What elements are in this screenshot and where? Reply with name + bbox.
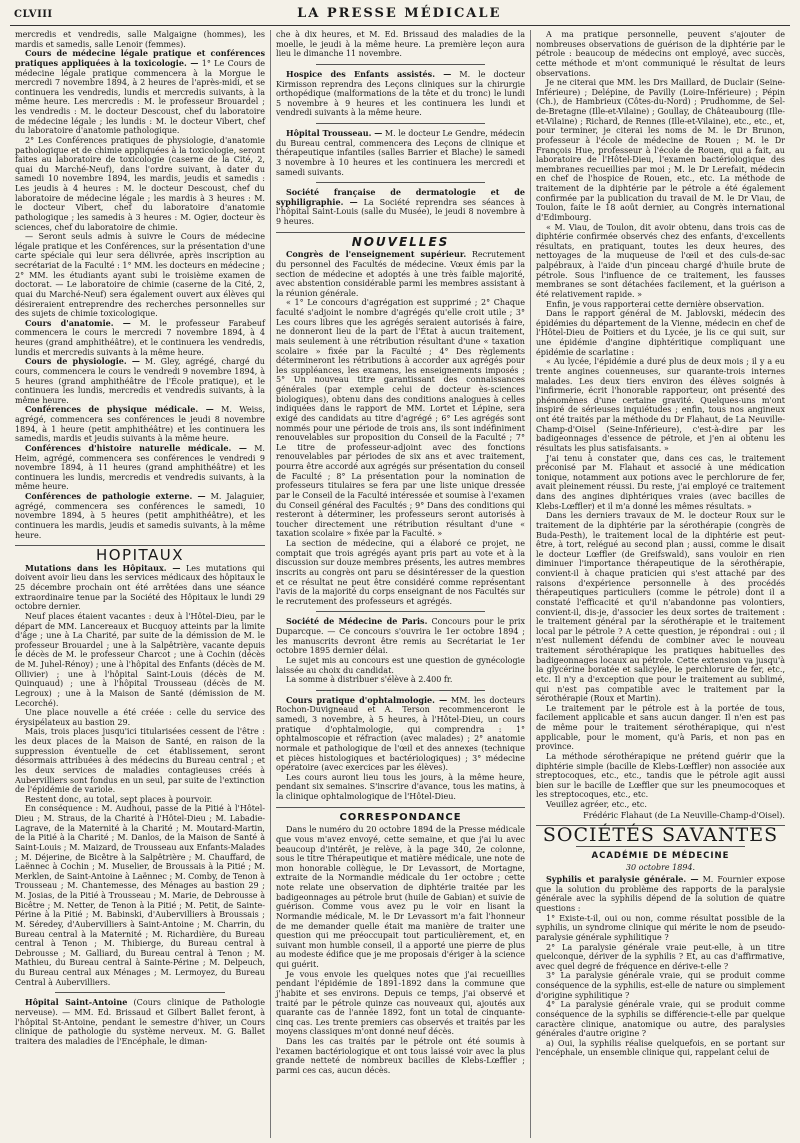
paragraph-heading: Hospice des Enfants assistés. — bbox=[286, 68, 452, 79]
paragraph: mercredis et vendredis, salle Malgaigne (hommes), les mardis et samedis, salle Lenoir (femmes). bbox=[15, 30, 265, 49]
paragraph-heading: Conférences d'histoire naturelle médicale. — bbox=[25, 442, 247, 453]
paragraph: Société de Médecine de Paris. Concours pour le prix Duparcque. — Ce concours s'ouvrira le 1er octobre 1894 ; les manuscrits devront être remis au Secrétariat le 1er octobre 1895 dernier délai. bbox=[276, 616, 526, 656]
paragraph: Veuillez agréer, etc., etc. bbox=[546, 800, 647, 809]
paragraph: Conférences de physique médicale. — M. Weiss, agrégé, commencera ses conférences le jeudi 8 novembre 1894, à 1 heure (petit amphithéâtre) et les continuera les samedis, mardis et jeudis suivants à la même heure. bbox=[15, 404, 265, 444]
paragraph: En conséquence : M. Audhoui, passe de la Pitié à l'Hôtel-Dieu ; M. Straus, de la Charité à l'Hôtel-Dieu ; M. Labadie-Lagrave, de la Maternité à la Charité ; M. Moutard-Martin, de la Pitié à la Charité ; M. Danlos, de la Maison de Santé à Saint-Louis ; M. Maizard, de Trousseau aux Enfants-Malades ; M. Déjerine, de Bicêtre à la Salpêtrière ; M. Chauffard, de Laënnec à Cochin ; M. Muselier, de Broussais à la Pitié ; M. Merklen, de Saint-Antoine à Laënnec ; M. Comby, de Tenon à Trousseau ; M. Chantemesse, des Ménages au bastion 29 ; M. Josias, de la Pitié à Trousseau ; M. Marie, de Debrousse à Bicêtre ; M. Netter, de Tenon à la Pitié ; M. Petit, de Sainte-Périne à la Pitié ; M. Babinski, d'Aubervilliers à Broussais ; M. Séredey, d'Aubervilliers à Saint-Antoine ; M. Charrin, du Bureau central à la Maternité ; M. Richardière, du Bureau central à Tenon ; M. Thibierge, du Bureau central à Debrousse ; M. Galliard, du Bureau central à Tenon ; M. Mathieu, du Bureau central à Sainte-Périne ; M. Delpeuch, du Bureau central aux Ménages ; M. Lermoyez, du Bureau Central à Aubervilliers. bbox=[15, 804, 265, 987]
paragraph-heading: Société de Médecine de Paris. bbox=[286, 616, 428, 627]
paragraph: Mais, trois places jusqu'ici titularisées cessent de l'être : les deux places de la Maison de Santé, en raison de la suppression éventuelle de cet établissement, seront désormais attribuées à des médecins du Bureau central ; et les deux services de maladies contagieuses créés à Aubervilliers sont fondus en un seul, par suite de l'extinction de l'épidémie de variole. bbox=[15, 727, 265, 795]
paragraph: J'ai tenu à constater que, dans ces cas, le traitement préconisé par M. Flahaut et associé à une médication tonique, notamment aux potions avec le perchlorure de fer, avait pleinement réussi. Du reste, j'ai employé ce traitement dans des angines diphtériques vraies (avec bacilles de Klebs-Lœffler) et il m'a donné les mêmes résultats. » bbox=[536, 453, 785, 511]
divider bbox=[55, 992, 225, 993]
paragraph: Dans les cas traités par le pétrole ont été soumis à l'examen bactériologique et ont tous laissé voir avec la plus grande netteté de nombreux bacilles de Klebs-Lœffler ; parmi ces cas, aucun décès. bbox=[276, 1037, 525, 1075]
paragraph: 2° La paralysie générale vraie peut-elle, à un titre quelconque, dériver de la syphilis ? Et, au cas d'affirmative, avec quel degré de fréquence en dérive-t-elle ? bbox=[536, 942, 785, 971]
column-3 bbox=[530, 30, 790, 1138]
paragraph: che à dix heures, et M. Ed. Brissaud des maladies de la moelle, le jeudi à la même heure. La première leçon aura lieu le dimanche 11 novembre. bbox=[276, 30, 525, 59]
divider bbox=[276, 807, 525, 808]
paragraph-heading: Hôpital Trousseau. — bbox=[286, 128, 383, 138]
divider bbox=[276, 232, 525, 233]
divider bbox=[316, 64, 485, 65]
section-title-hopitaux: HOPITAUX bbox=[95, 546, 185, 565]
paragraph: Hôpital Saint-Antoine (Cours clinique de Pathologie nerveuse). — MM. Ed. Brissaud et Gilbert Ballet feront, à l'hôpital St-Antoine, pendant le semestre d'hiver, un Cours clinique de pathologie du système nerveux. M. G. Ballet traitera des maladies de l'Encéphale, le diman- bbox=[15, 997, 265, 1046]
running-head bbox=[10, 6, 790, 26]
paragraph: Hospice des Enfants assistés. — M. le docteur Kirmisson reprendra des Leçons cliniques sur la chirurgie orthopédique (malformations de la tête et du tronc) le lundi 5 novembre à 9 heures et les continuera les lundi et vendredi suivants à la même heure. bbox=[276, 68, 525, 118]
section-title-correspondance: CORRESPONDANCE bbox=[339, 811, 462, 823]
paragraph-heading: Conférences de physique médicale. — bbox=[25, 404, 214, 415]
paragraph-heading: Syphilis et paralysie générale. — bbox=[546, 874, 699, 885]
paragraph: Le sujet mis au concours est une question de gynécologie laissée au choix du candidat. bbox=[276, 655, 525, 675]
paragraph-heading: Société française de dermatologie et de syphiligraphie. — bbox=[276, 187, 525, 207]
divider bbox=[576, 846, 745, 847]
paragraph-heading: Cours de physiologie. — bbox=[25, 356, 140, 367]
paragraph: Cours de médecine légale pratique et conférences pratiques appliquées à la toxicologie. — 1° Le Cours de médecine légale pratique commencera à la Morgue le mercredi 7 novembre 1894, à 2 heures de l'après-midi, et se continuera les vendredis, lundis et mercredis suivants, à la même heure. Les mercredis : M. le professeur Brouardel ; les vendredis : M. le docteur Descoust, chef du laboratoire de médecine légale ; les lundis : M. le docteur Vibert, chef du laboratoire d'anatomie pathologique. bbox=[15, 48, 265, 136]
paragraph-heading: Cours pratique d'ophtalmologie. — bbox=[286, 694, 448, 705]
paragraph: Dans le rapport général de M. Jablovski, médecin des épidémies du département de la Vienne, médecin en chef de l'Hôtel-Dieu de Poitiers et du Lycée, je lis ce qui suit, sur une épidémie d'angine diphtéritique compliquant une épidémie de scarlatine : bbox=[536, 309, 785, 357]
paragraph: Les cours auront lieu tous les jours, à la même heure, pendant six semaines. S'inscrire d'avance, tous les matins, à la clinique ophtalmologique de l'Hôtel-Dieu. bbox=[276, 772, 525, 801]
divider bbox=[316, 123, 485, 124]
paragraph: Restent donc, au total, sept places à pourvoir. bbox=[25, 794, 213, 804]
paragraph: Syphilis et paralysie générale. — M. Fournier expose que la solution du problème des rapports de la paralysie générale avec la syphilis dépend de la solution de quatre questions : bbox=[536, 874, 785, 913]
paragraph: Enfin, je vous rapporterai cette dernière observation. bbox=[546, 299, 765, 309]
paragraph: Dans le numéro du 20 octobre 1894 de la Presse médicale que vous m'avez envoyé, cette semaine, et que j'ai lu avec beaucoup d'intérêt, je relève, à la page 340, 2e colonne, sous le titre Thérapeutique et matière médicale, une note de mon honorable collègue, le Dr Levassort, de Mortagne, extraite de la Normandie médicale du 1er octobre ; cette note relate une observation de diphtérie traitée par les badigeonnages au pétrole brut (huile de Gabian) et suivie de guérison. Comme vous avez pu le voir en lisant la Normandie médicale, M. le Dr Levassort m'a fait l'honneur de me demander quelle était ma manière de traiter une question qui me préoccupait tout particulièrement, et, en suivant mon humble conseil, il a apporté une pierre de plus au modeste édifice que je me proposais d'ériger à la science qui guérit. bbox=[276, 825, 525, 969]
paragraph: 4° La paralysie générale vraie, qui se produit comme conséquence de la syphilis se différencie-t-elle par quelque caractère clinique, anatomique ou autre, des paralysies générales d'autre origine ? bbox=[536, 1000, 785, 1039]
session-date: 30 octobre 1894. bbox=[625, 862, 696, 872]
paragraph: Neuf places étaient vacantes : deux à l'Hôtel-Dieu, par le départ de MM. Lancereaux et Bucquoy atteints par la limite d'âge ; une à La Charité, par suite de la démission de M. le professeur Brouardel ; une à la Salpêtrière, vacante depuis le décès de M. le professeur Charcot ; une à Cochin (décès de M. Juhel-Rénoy) ; une à l'hôpital des Enfants (décès de M. Ollivier) ; une à l'hôpital Saint-Louis (décès de M. Quinquaud) ; une à l'hôpital Trousseau (décès de M. Legroux) ; une à la Maison de Santé (démission de M. Lecorché). bbox=[15, 611, 265, 708]
paragraph: a) Oui, la syphilis réalise quelquefois, en se portant sur l'encéphale, un ensemble clinique qui, rappelant celui de bbox=[536, 1038, 785, 1058]
paragraph: Cours d'anatomie. — M. le professeur Farabeuf commencera le cours le mercredi 7 novembre 1894, à 4 heures (grand amphithéâtre), et le continuera les vendredis, lundis et mercredis suivants à la même heure. bbox=[15, 317, 265, 357]
paragraph: Conférences de pathologie externe. — M. Jalaguier, agrégé, commencera ses conférences le samedi, 10 novembre 1894, à 5 heures (petit amphithéâtre), et les continuera les mardis, jeudis et samedis suivants, à la même heure. bbox=[15, 491, 265, 540]
paragraph-heading: Congrès de l'enseignement supérieur. bbox=[286, 249, 467, 260]
paragraph: 2° Les Conférences pratiques de physiologie, d'anatomie pathologique et de chimie appliquées à la toxicologie, seront faites au laboratoire de toxicologie (caserne de la Cité, 2, quai du Marché-Neuf), dans l'ordre suivant, à dater du samedi 10 novembre 1894, les mardis, jeudis et samedis : Les jeudis à 4 heures : M. le docteur Descoust, chef du laboratoire de médecine légale ; les mardis à 3 heures : M. le docteur Vibert, chef du laboratoire d'anatomie pathologique ; les samedis à 3 heures : M. Ogier, docteur ès sciences, chef du laboratoire de chimie. bbox=[15, 135, 265, 232]
paragraph: Je ne citerai que MM. les Drs Maillard, de Duclair (Seine-Inférieure) ; Delépine, de Pavilly (Loire-Inférieure) ; Pépin (Ch.), de Hambrieux (Côtes-du-Nord) ; Prudhomme, de Sel-de-Bretagne (Ille-et-Vilaine) ; Goullay, de Châteaubourg (Ille-et-Vilaine) ; Richard, de Rennes (Ille-et-Vilaine), etc., etc., et, pour terminer, je citerai les noms de M. le Dr Brunon, professeur à l'école de médecine de Rouen ; M. le Dr François Hue, professeur à l'école de Rouen, qui a fait, au laboratoire de l'Hôtel-Dieu, l'examen bactériologique des membranes recueillies par moi ; M. le Dr Lerefait, médecin en chef de l'hospice de Rouen, etc., etc. La méthode de traitement de la diphtérie par le pétrole a été également confirmée par la publication du travail de M. le Dr Viau, de Toulon, faite le 18 août dernier, au Congrès international d'Edimbourg. bbox=[536, 78, 785, 222]
section-title-nouvelles: NOUVELLES bbox=[351, 234, 450, 249]
subsection-title-academie: ACADÉMIE DE MÉDECINE bbox=[591, 850, 730, 861]
paragraph: Hôpital Trousseau. — M. le docteur Le Gendre, médecin du Bureau central, commencera des Leçons de clinique et thérapeutique infantiles (salles Barrier et Blache) le samedi 3 novembre à 10 heures et les continuera les mercredi et samedi suivants. bbox=[276, 128, 525, 177]
paragraph: Société française de dermatologie et de syphiligraphie. — La Société reprendra ses séances à l'hôpital Saint-Louis (salle du Musée), le jeudi 8 novembre à 9 heures. bbox=[276, 187, 525, 226]
section-title-societes-savantes: SOCIÉTÉS SAVANTES bbox=[542, 824, 779, 847]
paragraph: Le traitement par le pétrole est à la portée de tous, facilement applicable et sans aucun danger. Il n'en est pas de même pour le traitement sérothérapique, qui n'est applicable, pour le moment, qu'à Paris, et non pas en province. bbox=[536, 703, 785, 752]
paragraph: Cours pratique d'ophtalmologie. — MM. les docteurs Rochon-Duvigneaud et A. Terson recommenceront le samedi, 3 novembre, à 5 heures, à l'Hôtel-Dieu, un cours pratique d'ophtalmologie, qui comprendra : 1° ophtalmoscopie et réfraction (avec malades) ; 2° anatomie normale et pathologique de l'œil et des annexes (technique et pièces histologiques et bactériologiques) ; 3° médecine opératoire (avec exercices par les élèves). bbox=[276, 694, 525, 773]
paragraph: A ma pratique personnelle, peuvent s'ajouter de nombreuses observations de guérison de la diphtérie par le pétrole : beaucoup de médecins ont employé, avec succès, cette méthode et m'ont communiqué le résultat de leurs observations. bbox=[536, 30, 785, 78]
paragraph-heading: Cours de médecine légale pratique et conférences pratiques appliquées à la toxicologie. — bbox=[15, 48, 265, 68]
paragraph: — Seront seuls admis à suivre le Cours de médecine légale pratique et les Conférences, sur la présentation d'une carte spéciale qui leur sera délivrée, après inscription au secrétariat de la Faculté : 1° MM. les docteurs en médecine ; 2° MM. les étudiants ayant subi le troisième examen de doctorat. — Le laboratoire de chimie (caserne de la Cité, 2, quai du Marché-Neuf) sera également ouvert aux élèves qui désireraient entreprendre des recherches personnelles sur des sujets de chimie toxicologique. bbox=[15, 232, 266, 319]
paragraph: Cours de physiologie. — M. Gley, agrégé, chargé du cours, commencera le cours le vendredi 9 novembre 1894, à 5 heures (grand amphithéâtre de l'École pratique), et le continuera les lundis, mercredis et vendredis suivants, à la même heure. bbox=[15, 356, 265, 405]
page-folio: CLVIII bbox=[14, 9, 53, 20]
divider bbox=[316, 182, 485, 183]
paragraph: Congrès de l'enseignement supérieur. Recrutement du personnel des Facultés de médecine. Vœux émis par la section de médecine et adoptés à une très faible majorité, avec abstention considérable parmi les membres assistant à la réunion générale. bbox=[276, 249, 526, 298]
paragraph: La section de médecine, qui a élaboré ce projet, ne comptait que trois agrégés ayant pris part au vote et à la discussion sur douze membres présents, les autres membres inscrits au congrès ont paru se désintéresser de la question et ce résultat ne peut être considéré comme représentant l'avis de la majorité du corps enseignant de nos Facultés sur le recrutement des professeurs et agrégés. bbox=[276, 539, 525, 606]
paragraph: « 1° Le concours d'agrégation est supprimé ; 2° Chaque faculté s'adjoint le nombre d'agrégés qu'elle croit utile ; 3° Les cours libres que les agrégés seraient autorisés à faire, ne donneront lieu de la part de l'État à aucun traitement, mais seulement à une rétribution résultant d'une « taxation scolaire » fixée par la Faculté ; 4° Des règlements détermineront les rétributions à accorder aux agrégés pour les suppléances, les examens, les enseignements imposés ; 5° Un nouveau titre garantissant des connaissances générales (par exemple celui de docteur ès-sciences biologiques), obtenu dans des conditions analogues à celles indiquées dans le rapport de MM. Lortet et Lépine, sera exigé des candidats au titre d'agrégé ; 6° Les agrégés sont nommés pour une période de trois ans, ils sont indéfiniment renouvelables sur proposition du Conseil de la Faculté ; 7° Le titre de professeur-adjoint avec des fonctions renouvelables par périodes de six ans et avec traitement, pourra être accordé aux agrégés sur présentation du conseil de Faculté ; 8° La présentation pour la nomination de professeurs titulaires se fera par une liste unique dressée par le Conseil de la Faculté intéressée et soumise à l'examen du Conseil général des Facultés ; 9° Dans des conditions qui resteront à déterminer, les professeurs seront autorisés à toucher directement une rétribution résultant d'une « taxation scolaire » fixée par la Faculté. » bbox=[276, 298, 525, 539]
column-2 bbox=[270, 30, 530, 1138]
paragraph: « Au lycée, l'épidémie a duré plus de deux mois ; il y a eu trente angines couenneuses, sur quarante-trois internes malades. Les deux tiers environ des élèves soignés à l'infirmerie, écrit l'honorable rapporteur, ont présenté des phénomènes d'une certaine gravité. Quelques-uns m'ont inspiré de sérieuses inquiétudes ; enfin, tous nos angineux ont été traités par la méthode du Dr Flahaut, de La Neuville-Champ-d'Oisel (Seine-Inférieure), c'est-à-dire par les badigeonnages d'essence de pétrole, et j'en ai obtenu les résultats les plus satisfaisants. » bbox=[536, 357, 785, 453]
paragraph-heading: Conférences de pathologie externe. — bbox=[25, 491, 206, 501]
journal-title: LA PRESSE MÉDICALE bbox=[297, 6, 502, 21]
letter-signature: Frédéric Flahaut (de La Neuville-Champ-d'Oisel). bbox=[583, 810, 785, 820]
paragraph-heading: Cours d'anatomie. — bbox=[25, 317, 131, 328]
divider bbox=[316, 690, 485, 691]
paragraph: Dans les derniers travaux de M. le docteur Roux sur le traitement de la diphtérie par la sérothérapie (congrès de Buda-Pesth), le traitement local de la diphtérie est peut-être, à tort, relégué au second plan ; aussi, comme le disait le docteur Lœffler (de Greifswald), sans vouloir en rien diminuer l'importance thérapeutique de la sérothérapie, convient-il à chaque praticien qui s'est attaché par des raisons d'expérience personnelle à des procédés thérapeutiques particuliers (comme le pétrole) dont il a constaté l'efficacité et qu'il n'abandonne pas volontiers, convient-il, dis-je, d'associer les deux sortes de traitement : le traitement général par la sérothérapie et le traitement local par le pétrole ? A cette question, je répondrai : oui ; il n'est nullement défendu de combiner avec le nouveau traitement sérothérapique les pratiques habituelles des badigeonnages locaux au pétrole. Cette extension va jusqu'à la glycérine boratée et salicylée, le perchlorure de fer, etc., etc. Il n'y a d'exception que pour le traitement au sublimé, qui n'est pas compatible avec le traitement par la sérothérapie (Roux et Martin). bbox=[536, 511, 785, 704]
paragraph: Conférences d'histoire naturelle médicale. — M. Heim, agrégé, commencera ses conférences le vendredi 9 novembre 1894, à 11 heures (grand amphithéâtre) et les continuera les lundis, mercredis et vendredis suivants, à la même heure. bbox=[15, 442, 265, 492]
columns bbox=[10, 30, 790, 1138]
column-1 bbox=[10, 30, 270, 1138]
divider bbox=[316, 611, 485, 612]
paragraph: La méthode sérothérapique ne prétend guérir que la diphtérie simple (bacille de Klebs-Lœffler) non associée aux streptocoques, etc., etc., tandis que le pétrole agit aussi bien sur le bacille de Lœffler que sur les pneumocoques et les streptocoques, etc., etc. bbox=[536, 751, 785, 800]
paragraph: Mutations dans les Hôpitaux. — Les mutations qui doivent avoir lieu dans les services médicaux des hôpitaux le 25 décembre prochain ont été arrêtées dans une séance extraordinaire tenue par la Société des Hôpitaux le lundi 29 octobre dernier. bbox=[15, 562, 265, 612]
paragraph: Une place nouvelle a été créée : celle du service des érysipélateux au bastion 29. bbox=[15, 708, 265, 727]
paragraph: « M. Viau, de Toulon, dit avoir obtenu, dans trois cas de diphtérie confirmée observés chez des enfants, d'excellents résultats, en pratiquant, toutes les deux heures, des nettoyages de la muqueuse de l'œil et des culs-de-sac palpébraux, à l'aide d'un pinceau chargé d'huile brute de pétrole. Sous l'influence de ce traitement, les fausses membranes se sont détachées facilement, et la guérison a été relativement rapide. » bbox=[536, 222, 785, 299]
paragraph: Je vous envoie les quelques notes que j'ai recueillies pendant l'épidémie de 1891-1892 dans la commune que j'habite et ses environs. Depuis ce temps, j'ai observé et traité par le pétrole quinze cas nouveaux qui, ajoutés aux quarante cas de l'année 1892, font un total de cinquante-cinq cas. Les trente premiers cas observés et traités par les moyens classiques m'ont donné neuf décès. bbox=[276, 969, 525, 1037]
paragraph: 3° La paralysie générale vraie, qui se produit comme conséquence de la syphilis, est-elle de nature ou simplement d'origine syphilitique ? bbox=[536, 971, 785, 1000]
paragraph-heading: Hôpital Saint-Antoine bbox=[25, 997, 128, 1008]
paragraph: 1° Existe-t-il, oui ou non, comme résultat possible de la syphilis, un syndrome clinique qui mérite le nom de pseudo-paralysie générale syphilitique ? bbox=[536, 913, 785, 942]
paragraph: La somme à distribuer s'élève à 2.400 fr. bbox=[286, 675, 453, 685]
paragraph-heading: Mutations dans les Hôpitaux. — bbox=[25, 562, 181, 573]
